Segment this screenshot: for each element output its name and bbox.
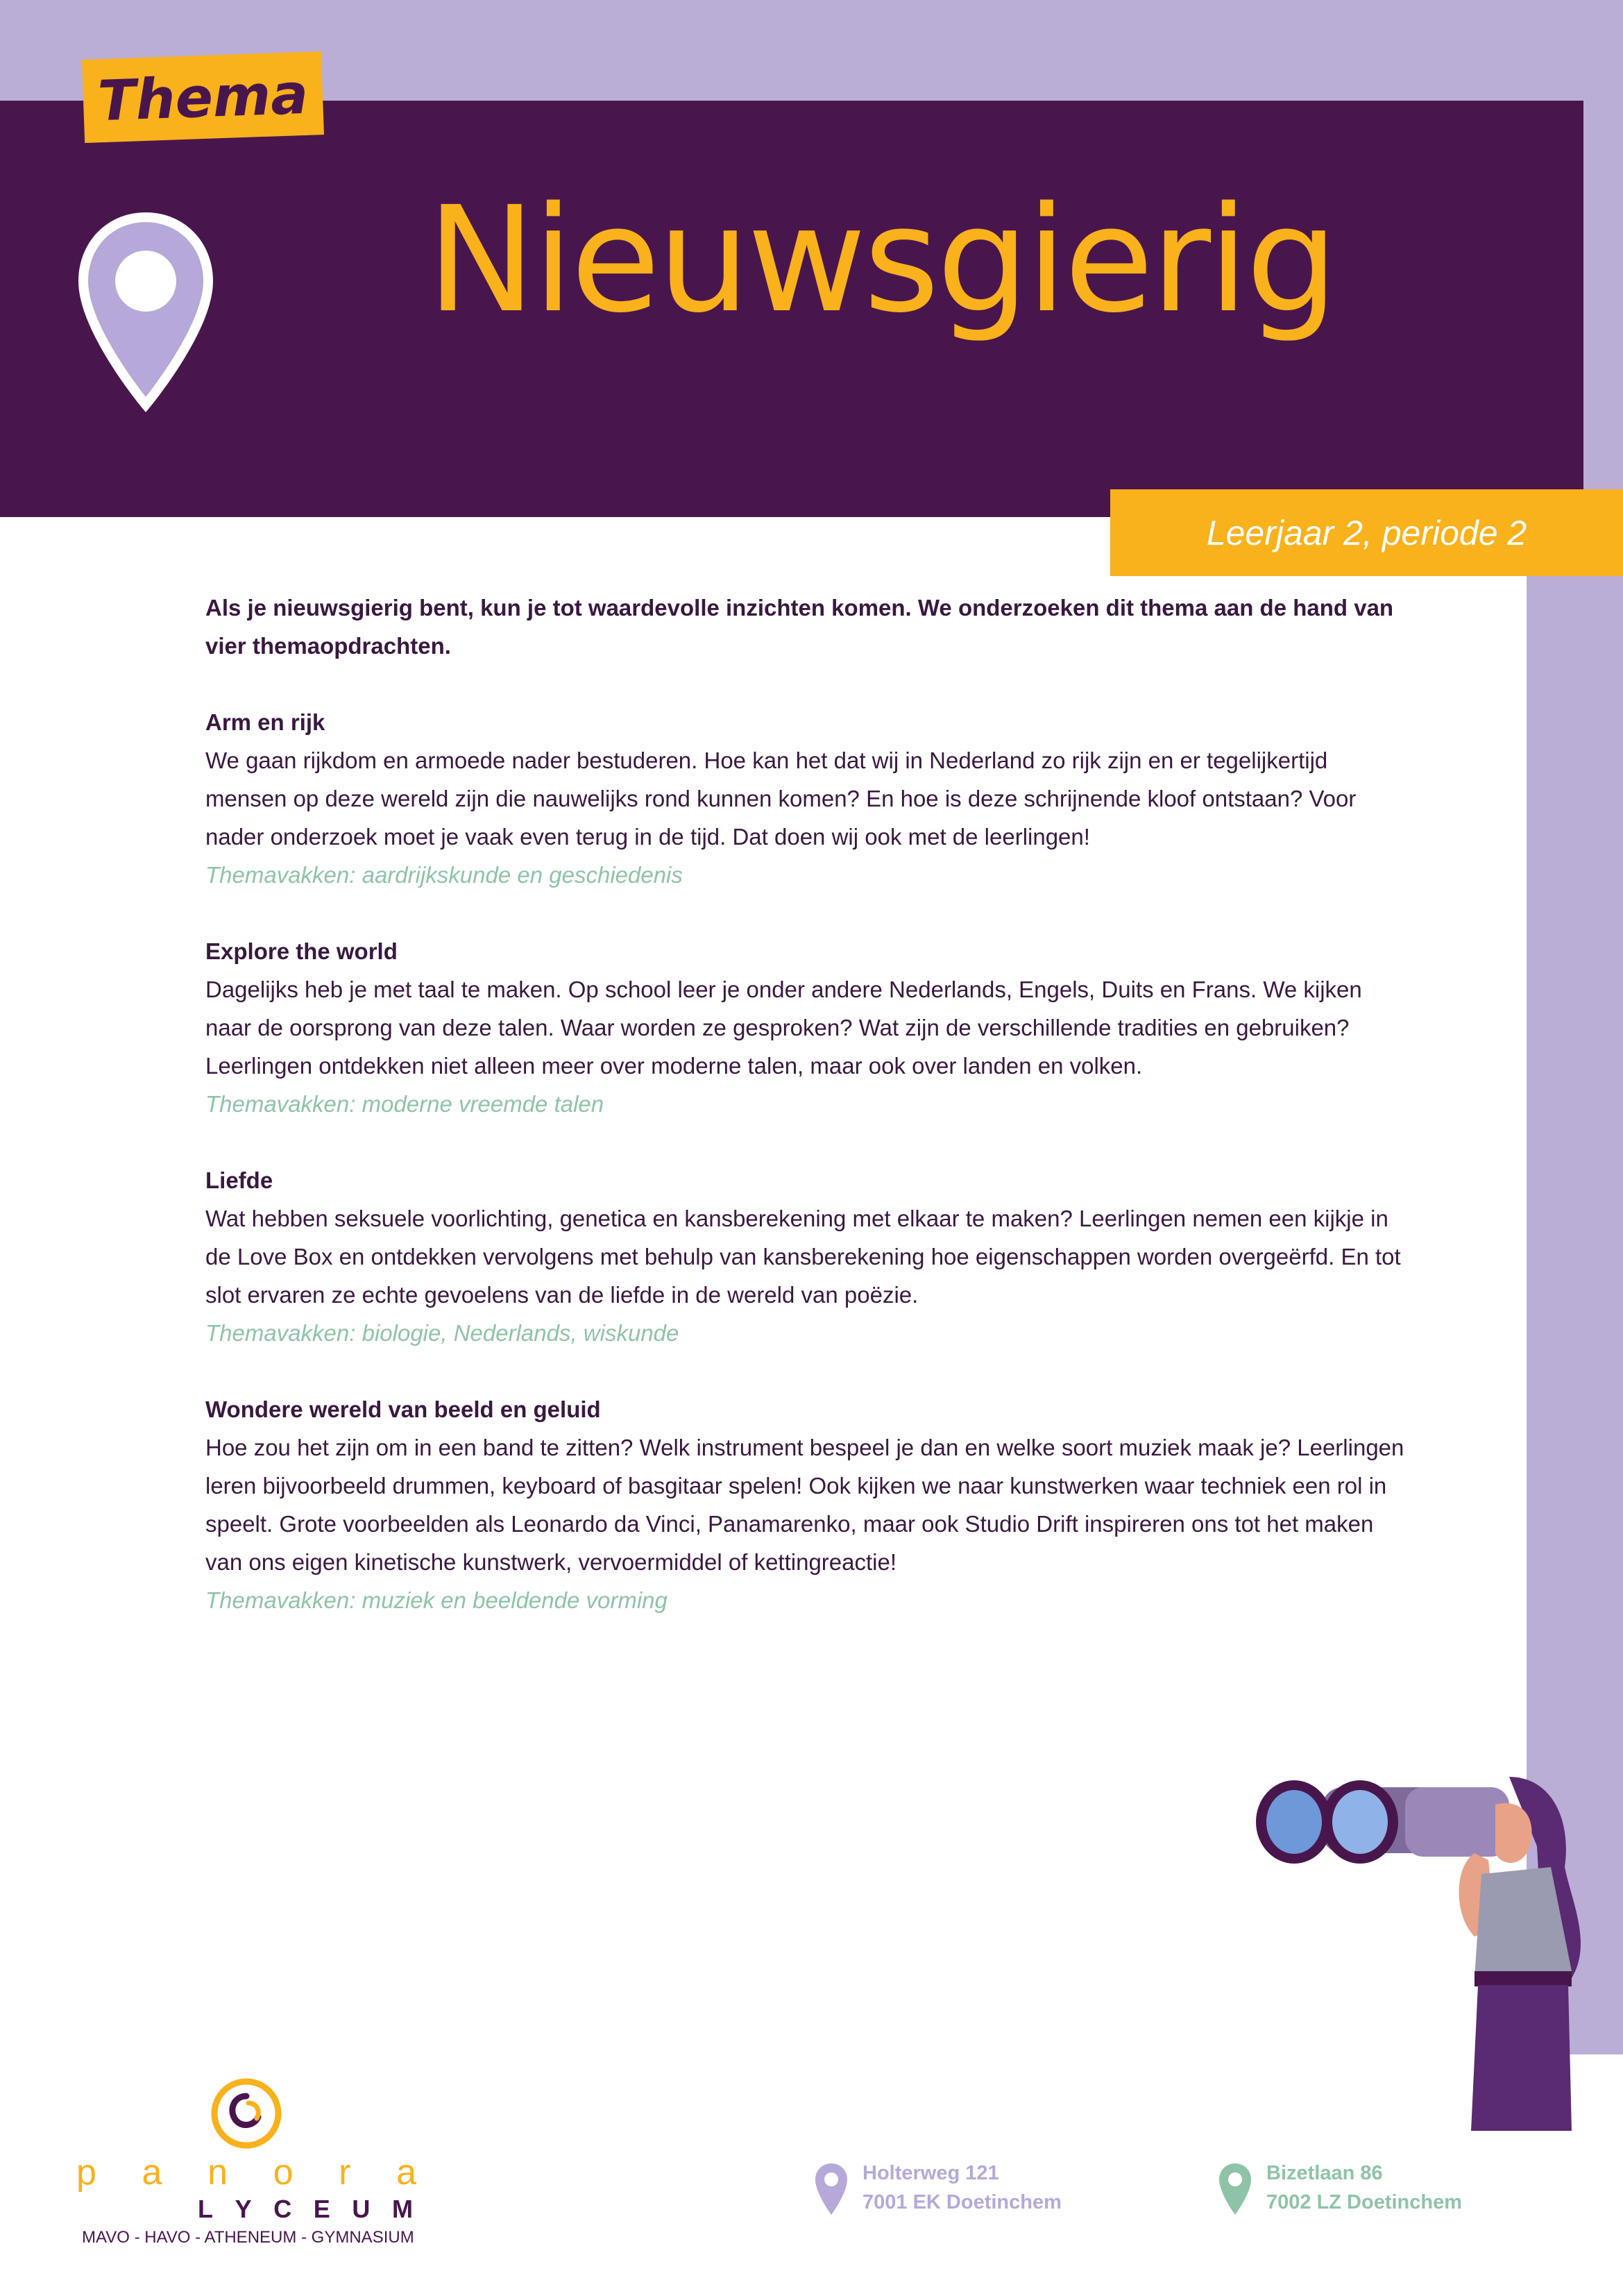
period-label: Leerjaar 2, periode 2 (1206, 513, 1527, 552)
section-body: Wat hebben seksuele voorlichting, genetica en kansberekening met elkaar te maken? Leerlingen nemen een kijkje in de Love Box en ontdekken vervolgens met behulp van kansberekening hoe eigenschappen worden overgeërfd. En tot slot ervaren ze echte gevoelens van de liefde in de wereld van poëzie. (205, 1206, 1401, 1308)
section-liefde (205, 1161, 1413, 1352)
map-pin-icon (76, 212, 215, 413)
section-arm-en-rijk (205, 703, 1413, 894)
section-beeld-en-geluid (205, 1390, 1413, 1619)
address-street: Holterweg 121 (863, 2162, 999, 2184)
logo-letter: E (313, 2195, 330, 2223)
main-content (205, 589, 1413, 1657)
section-vakken: Themavakken: moderne vreemde talen (205, 1091, 604, 1117)
address-city: 7001 EK Doetinchem (863, 2191, 1062, 2213)
period-tag (1110, 489, 1623, 576)
section-title: Liefde (205, 1167, 273, 1193)
logo-subtitle: MAVO - HAVO - ATHENEUM - GYMNASIUM (82, 2228, 414, 2247)
binoculars-illustration (1246, 1763, 1592, 2131)
section-vakken: Themavakken: muziek en beeldende vorming (205, 1587, 668, 1613)
logo-letter: p (76, 2152, 96, 2193)
logo-letter: L (198, 2195, 213, 2223)
thema-tag-label: Thema (96, 61, 309, 133)
section-title: Wondere wereld van beeld en geluid (205, 1396, 601, 1422)
logo-letter: M (392, 2195, 413, 2223)
map-pin-icon (1218, 2162, 1252, 2216)
section-title: Explore the world (205, 938, 398, 964)
logo-letter: r (339, 2152, 351, 2193)
logo-word-lyceum (198, 2195, 413, 2224)
thema-tag (82, 51, 324, 143)
map-pin-icon (814, 2162, 849, 2216)
logo-letter: a (396, 2152, 416, 2193)
address-holterweg (863, 2159, 1062, 2217)
logo-letter: Y (235, 2195, 252, 2223)
section-vakken: Themavakken: aardrijkskunde en geschiedenis (205, 862, 683, 888)
logo-letter: n (207, 2152, 228, 2193)
logo-letter: o (273, 2152, 294, 2193)
address-bizetlaan (1266, 2159, 1462, 2217)
page-title: Nieuwsgierig (427, 175, 1336, 345)
panora-logo (76, 2075, 437, 2249)
panora-logo-mark (208, 2075, 284, 2152)
section-body: We gaan rijkdom en armoede nader bestuderen. Hoe kan het dat wij in Nederland zo rijk zijn en er tegelijkertijd mensen op deze wereld zijn die nauwelijks rond kunnen komen? En hoe is deze schrijnende kloof ontstaan? Voor nader onderzoek moet je vaak even terug in de tijd. Dat doen wij ook met de leerlingen! (205, 748, 1357, 850)
logo-letter: a (142, 2152, 162, 2193)
section-explore-the-world (205, 932, 1413, 1123)
address-city: 7002 LZ Doetinchem (1266, 2191, 1463, 2213)
logo-word-panora (76, 2152, 416, 2193)
section-vakken: Themavakken: biologie, Nederlands, wiskunde (205, 1320, 679, 1346)
section-title: Arm en rijk (205, 709, 325, 735)
section-body: Dagelijks heb je met taal te maken. Op school leer je onder andere Nederlands, Engels, Duits en Frans. We kijken naar de oorsprong van deze talen. Waar worden ze gesproken? Wat zijn de verschillende tradities en gebruiken? Leerlingen ontdekken niet alleen meer over moderne talen, maar ook over landen en volken. (205, 977, 1362, 1079)
section-body: Hoe zou het zijn om in een band te zitten? Welk instrument bespeel je dan en welke soort muziek maak je? Leerlingen leren bijvoorbeeld drummen, keyboard of basgitaar spelen! Ook kijken we naar kunstwerken waar techniek een rol in speelt. Grote voorbeelden als Leonardo da Vinci, Panamarenko, maar ook Studio Drift inspireren ons tot het maken van ons eigen kinetische kunstwerk, vervoermiddel of kettingreactie! (205, 1435, 1404, 1575)
logo-letter: C (273, 2195, 292, 2223)
logo-letter: U (352, 2195, 371, 2223)
intro-text: Als je nieuwsgierig bent, kun je tot waardevolle inzichten komen. We onderzoeken dit thema aan de hand van vier themaopdrachten. (205, 595, 1394, 659)
address-street: Bizetlaan 86 (1266, 2162, 1383, 2184)
